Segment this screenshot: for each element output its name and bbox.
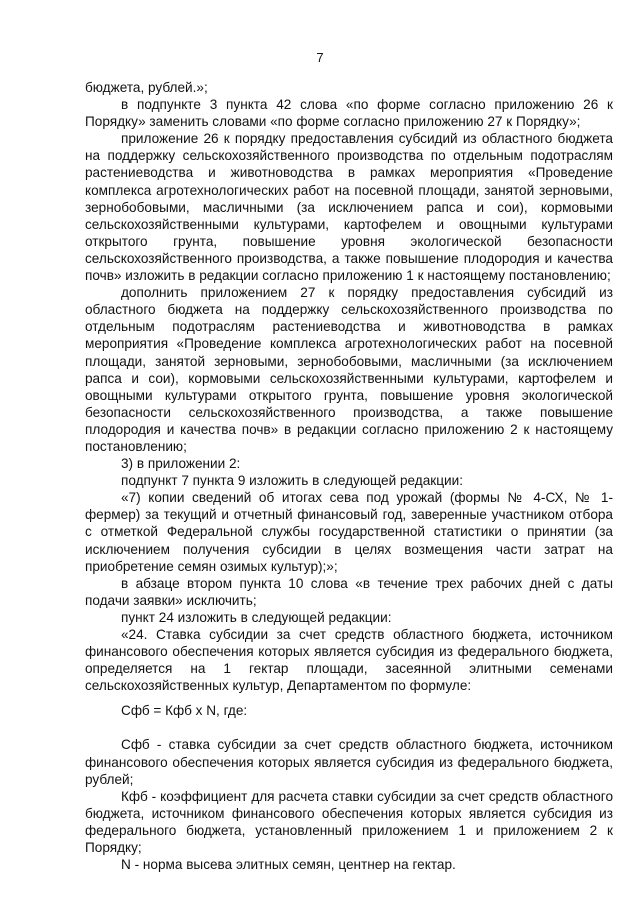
paragraph-budget-rubles: бюджета, рублей.»; (85, 80, 208, 95)
formula: Сфб = Кфб х N, где: (121, 703, 248, 719)
paragraph-point-10-second-abstract: в абзаце втором пункта 10 слова «в течение трех рабочих дней с даты подачи заявки» исключить; (85, 575, 613, 608)
paragraph-in-appendix-2: 3) в приложении 2: (121, 456, 241, 472)
definition-n: N - норма высева элитных семян, центнер на гектар. (121, 857, 456, 873)
paragraph-point-24-text: «24. Ставка субсидии за счет средств областного бюджета, источником финансового обеспечения которых является субсидия из федерального бюджета, определяется на 1 гектар площади, засеянной элитными семенами сельскохозяйственных культур, Департаментом по формуле: (85, 627, 613, 694)
definition-sfb: Сфб - ставка субсидии за счет средств областного бюджета, источником финансового обеспечения которых является субсидия из федерального бюджета, рублей; (85, 737, 613, 787)
paragraph-subpoint-7-point-9: подпункт 7 пункта 9 изложить в следующей редакции: (121, 473, 463, 489)
paragraph-appendix-26: приложение 26 к порядку предоставления субсидий из областного бюджета на поддержку сельскохозяйственного производства по отдельным подотраслям растениеводства и животноводства в рамках мероприятия «Проведение комплекса агротехнологических работ на посевной площади, занятой зерновыми, зернобобовыми, масличными (за исключением рапса и сои), кормовыми сельскохозяйственными культурами, картофелем и овощными культурами открытого грунта, повышение уровня экологической безопасности сельскохозяйственного производства, а также повышение плодородия и качества почв» изложить в редакции согласно приложению 1 к настоящему постановлению; (85, 131, 613, 284)
paragraph-appendix-27: дополнить приложением 27 к порядку предоставления субсидий из областного бюджета на поддержку сельскохозяйственного производства по отдельным подотраслям растениеводства и животноводства в рамках мероприятия «Проведение комплекса агротехнологических работ на посевной площади, занятой зерновыми, зернобобовыми, масличными (за исключением рапса и сои), кормовыми сельскохозяйственными культурами, картофелем и овощными культурами открытого грунта, повышение уровня экологической безопасности сельскохозяйственного производства, а также повышение плодородия и качества почв» в редакции согласно приложению 2 к настоящему постановлению; (85, 285, 613, 454)
definition-kfb: Кфб - коэффициент для расчета ставки субсидии за счет средств областного бюджета, источником финансового обеспечения которых является субсидия из федерального бюджета, установленный приложением 1 и приложением 2 к Порядку; (85, 788, 613, 856)
paragraph-sowing-results-copies: «7) копии сведений об итогах сева под урожай (формы № 4-СХ, № 1-фермер) за текущий и отчетный финансовый год, заверенные участником отбора с отметкой Федеральной службы государственной статистики о принятии (за исключением получения субсидии в целях возмещения части затрат на приобретение семян озимых культур);»; (85, 490, 613, 574)
paragraph-subpoint-3-point-42: в подпункте 3 пункта 42 слова «по форме согласно приложению 26 к Порядку» заменить словами «по форме согласно приложению 27 к Порядку»; (85, 97, 613, 130)
document-body (85, 79, 613, 873)
paragraph-point-24-intro: пункт 24 изложить в следующей редакции: (121, 609, 392, 625)
page-number: 7 (316, 50, 324, 65)
